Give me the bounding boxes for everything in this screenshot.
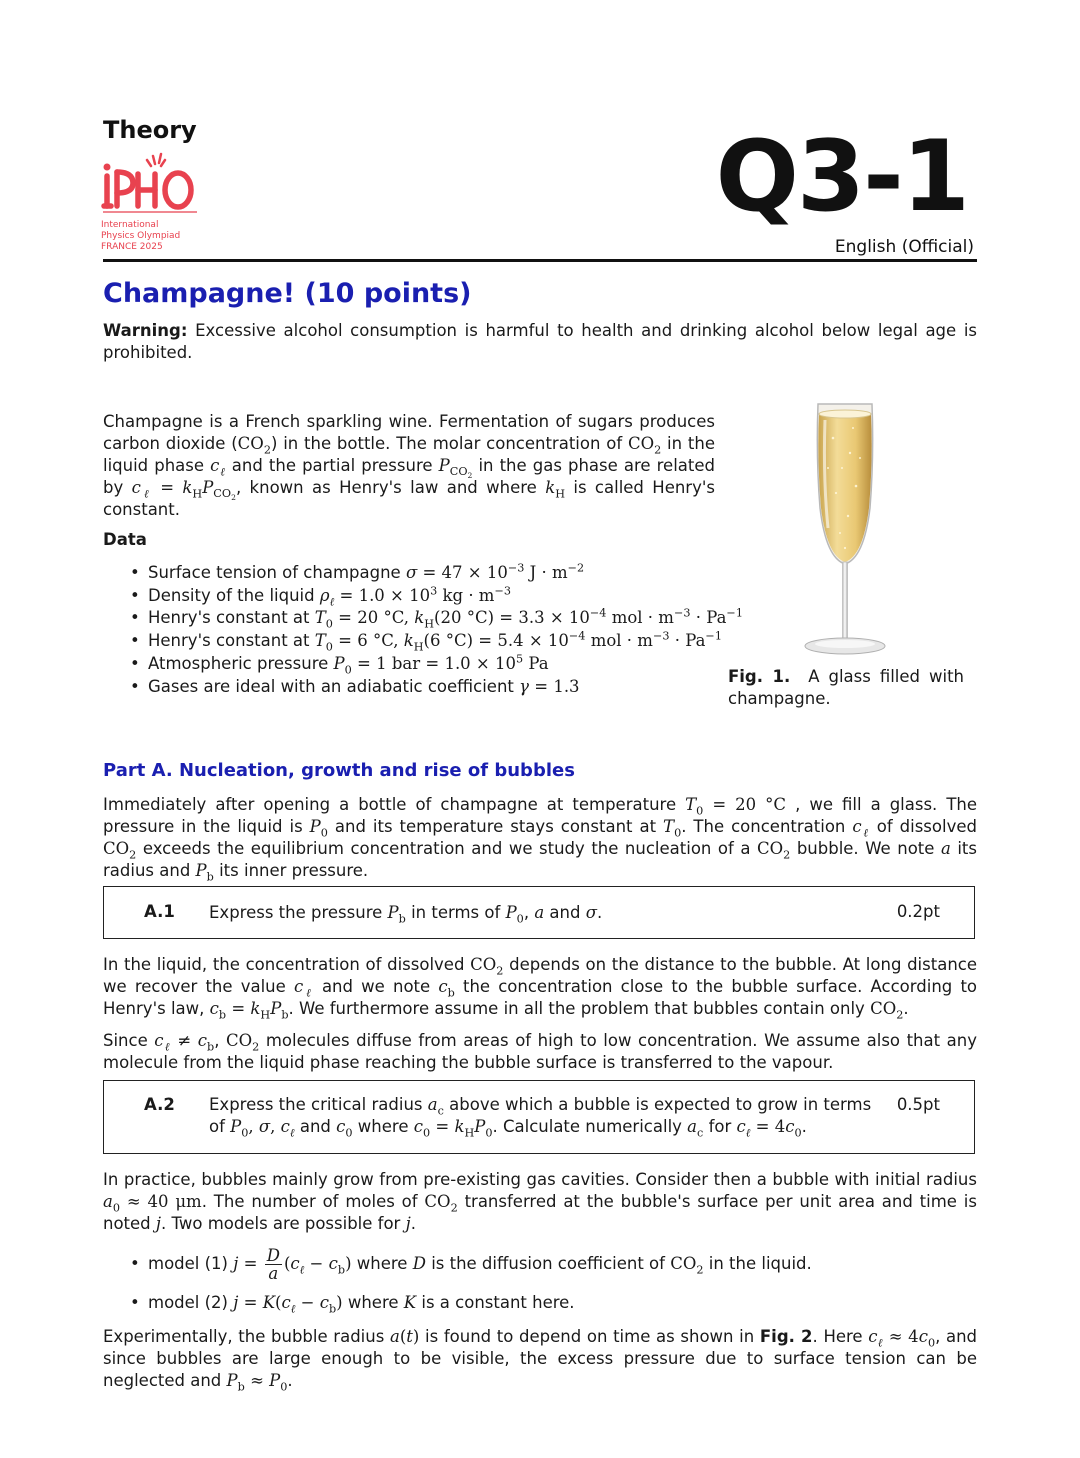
header-divider xyxy=(103,259,977,262)
intro-text-4: and the partial pressure xyxy=(225,456,439,475)
logo-line-3: FRANCE 2025 xyxy=(101,242,163,252)
logo-line-2: Physics Olympiad xyxy=(101,231,181,241)
model-2-item: • model (2) $j = K(c_\ell - c_b)$ where K is a constant here. xyxy=(130,1292,812,1314)
champagne-glass-image xyxy=(798,398,892,660)
section-label: Theory xyxy=(103,116,197,144)
data-item: • Density of the liquid $\rho_\ell = 1.0 \times 10^3$ kg · $m^{-3}$ xyxy=(130,585,743,608)
intro-paragraph: Champagne is a French sparkling wine. Fermentation of sugars produces carbon dioxide $(CO_2)$ in the bottle. The molar concentration of $CO_2$ in the liquid phase $c_\ell$ and the partial pressure $P_{CO_2}$ in the gas phase are related by $c_\ell = k_HP_{CO_2}$, known as Henry's law and where $k_H$ is called Henry's constant. xyxy=(103,412,715,519)
part-a-paragraph-3: Since $c_\ell \ne c_b$, $CO_2$ molecules diffuse from areas of high to low concentration. We assume also that any molecule from the liquid phase reaching the bubble surface is transferred to the vapour. xyxy=(103,1031,977,1072)
data-list xyxy=(130,562,743,698)
question-a1-text: Express the pressure $P_b$ in terms of $P_0$, a and σ. xyxy=(209,903,603,926)
intro-text-6: , known as Henry's law and where xyxy=(235,478,546,497)
question-a2-id: A.2 xyxy=(144,1095,175,1114)
intro-text-5: in the gas phase are related by xyxy=(103,456,715,497)
intro-text-1: Champagne is a French sparkling wine. Fermentation of sugars produces carbon dioxide ( xyxy=(103,412,715,453)
question-a2-box xyxy=(103,1080,975,1154)
intro-text-7: is called Henry's constant. xyxy=(103,478,715,519)
figure-1-caption xyxy=(728,666,964,710)
model-1-item: • model (1) j = $\frac{D}{a}$ $(c_\ell - c_b)$ where D is the diffusion coefficient of $CO_2$ in the liquid. xyxy=(130,1244,812,1284)
data-item: • Henry's constant at $T_0 = 6$ °C, $k_H(6$ $^\circ C) = 5.4 \times 10^{-4}$ mol · $m^{-3} \cdot Pa^{-1}$ xyxy=(130,630,743,653)
part-a-paragraph-5: Experimentally, the bubble radius a(t) is found to depend on time as shown in Fig. 2. Here $c_\ell \approx 4c_0$, and since bubbles are large enough to be visible, the excess pressure due to surface tension can be neglected and $P_b \approx P_0$. xyxy=(103,1327,978,1394)
question-number: Q3-1 xyxy=(715,120,968,234)
part-a-paragraph-1: Immediately after opening a bottle of champagne at temperature $T_0 = 20$ °C , we fill a glass. The pressure in the liquid is $P_0$ and its temperature stays constant at $T_0$. The concentration $c_\ell$ of dissolved $CO_2$ exceeds the equilibrium concentration and we study the nucleation of a $CO_2$ bubble. We note a its radius and $P_b$ its inner pressure. xyxy=(103,795,978,884)
language-label: English (Official) xyxy=(834,237,974,257)
part-a-paragraph-2: In the liquid, the concentration of dissolved $CO_2$ depends on the distance to the bubble. At long distance we recover the value $c_\ell$ and we note $c_b$ the concentration close to the bubble surface. According to Henry's law, $c_b = k_HP_b$. We furthermore assume in all the problem that bubbles contain only $CO_2$. xyxy=(103,955,978,1022)
part-a-heading: Part A. Nucleation, growth and rise of bubbles xyxy=(103,760,575,781)
logo-line-1: International xyxy=(101,220,159,230)
intro-text-2: ) in the bottle. The molar concentration of xyxy=(270,434,628,453)
ipho-logo xyxy=(101,150,201,260)
data-item: • Henry's constant at $T_0 = 20$ °C, $k_H(20$ $^\circ C) = 3.3 \times 10^{-4}$ mol · $m^{-3} \cdot Pa^{-1}$ xyxy=(130,607,743,630)
data-item: • Atmospheric pressure $P_0 = 1$ bar = $1.0 \times 10^5$ Pa xyxy=(130,653,743,676)
page-title: Champagne! (10 points) xyxy=(103,278,472,309)
warning-text: Excessive alcohol consumption is harmful to health and drinking alcohol below legal age is prohibited. xyxy=(103,321,977,362)
question-a1-box xyxy=(103,886,975,939)
question-a2-text: Express the critical radius $a_c$ above which a bubble is expected to grow in terms of $P_0$, σ, $c_\ell$ and $c_0$ where $c_0 = k_HP_0$. Calculate numerically $a_c$ for $c_\ell = 4c_0$. xyxy=(209,1095,872,1140)
data-heading: Data xyxy=(103,530,147,549)
intro-text-3: in the liquid phase xyxy=(103,434,715,475)
warning-paragraph xyxy=(103,320,977,364)
part-a-paragraph-4: In practice, bubbles mainly grow from pre-existing gas cavities. Consider then a bubble with initial radius $a_0 \approx 40$ μm. The number of moles of $CO_2$ transferred at the bubble's surface per unit area and time is noted j. Two models are possible for j. xyxy=(103,1170,977,1233)
question-a2-points: 0.5pt xyxy=(896,1095,940,1114)
data-item: • Surface tension of champagne $\sigma = 47 \times 10^{-3}$ $J \cdot m^{-2}$ xyxy=(130,562,743,585)
question-a1-id: A.1 xyxy=(144,902,175,921)
figure-1-text: A glass filled with champagne. xyxy=(728,667,965,708)
figure-2-reference: Fig. 2 xyxy=(759,1327,813,1346)
ipho-logo-icon xyxy=(101,150,201,216)
warning-label: Warning: xyxy=(103,321,188,340)
data-item: • Gases are ideal with an adiabatic coefficient γ = 1.3 xyxy=(130,676,743,699)
model-list xyxy=(130,1244,812,1314)
figure-1-label: Fig. 1. xyxy=(728,667,791,686)
question-a1-points: 0.2pt xyxy=(896,902,940,921)
